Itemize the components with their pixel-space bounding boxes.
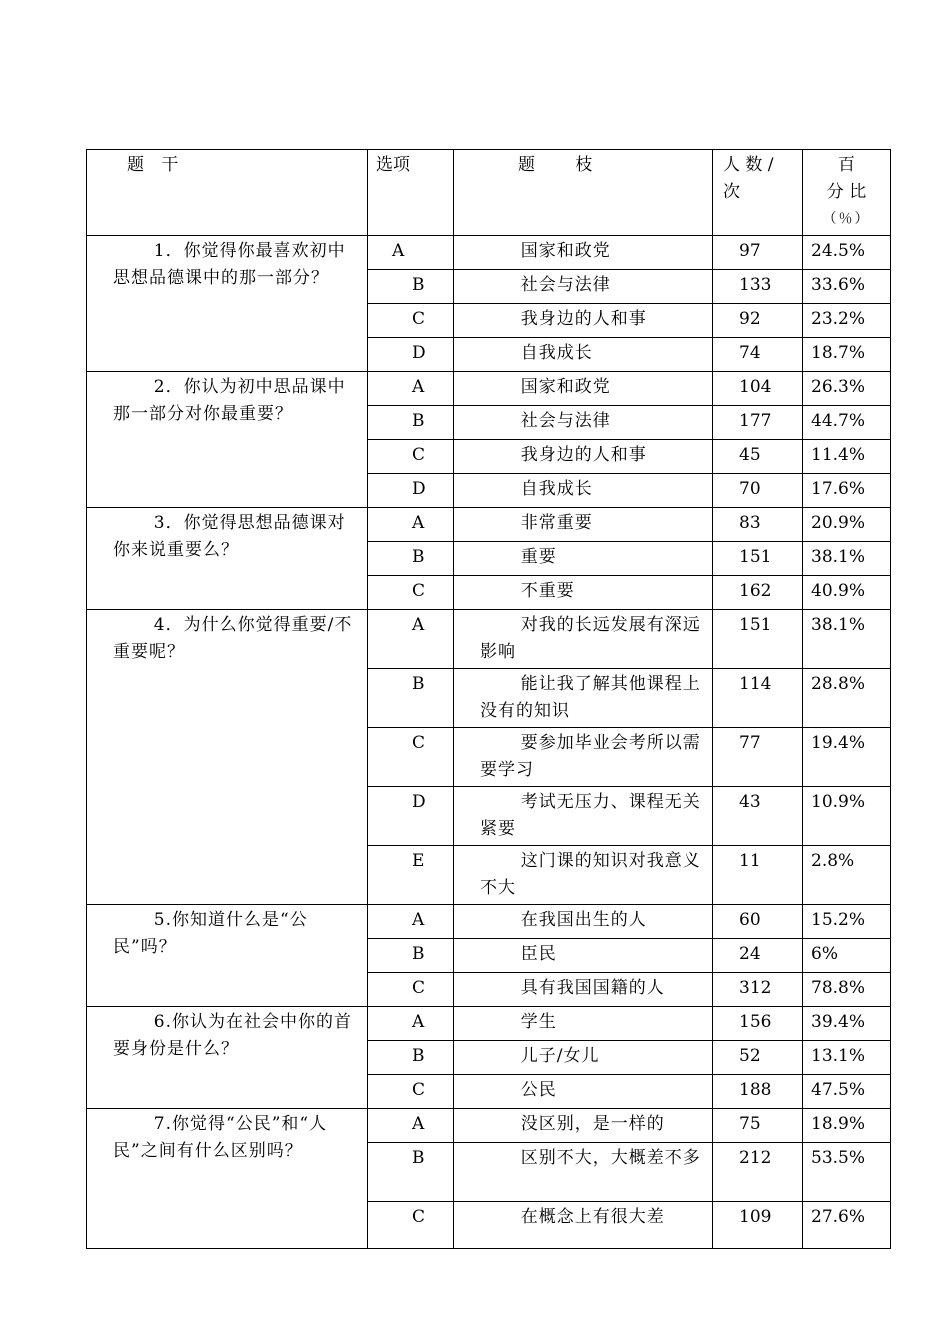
option-percent: 20.9% xyxy=(803,508,891,542)
option-letter: A xyxy=(368,610,454,669)
option-text: 具有我国国籍的人 xyxy=(454,973,713,1007)
option-letter: B xyxy=(368,406,454,440)
option-count: 70 xyxy=(713,474,803,508)
option-percent: 40.9% xyxy=(803,576,891,610)
question-stem: 7.你觉得“公民”和“人民”之间有什么区别吗？ xyxy=(87,1109,368,1249)
survey-table xyxy=(86,149,891,1249)
option-count: 104 xyxy=(713,372,803,406)
option-count: 45 xyxy=(713,440,803,474)
table-row xyxy=(87,610,891,669)
option-text: 在我国出生的人 xyxy=(454,905,713,939)
table-row xyxy=(87,508,891,542)
option-letter: C xyxy=(368,304,454,338)
header-count xyxy=(713,150,803,236)
option-text: 臣民 xyxy=(454,939,713,973)
option-letter: E xyxy=(368,846,454,905)
option-percent: 38.1% xyxy=(803,610,891,669)
option-letter: A xyxy=(368,508,454,542)
option-text: 儿子/女儿 xyxy=(454,1041,713,1075)
option-letter: A xyxy=(368,905,454,939)
option-count: 52 xyxy=(713,1041,803,1075)
option-count: 77 xyxy=(713,728,803,787)
option-count: 151 xyxy=(713,542,803,576)
option-count: 312 xyxy=(713,973,803,1007)
option-percent: 18.7% xyxy=(803,338,891,372)
header-percent-line3: （％） xyxy=(822,211,871,227)
option-percent: 26.3% xyxy=(803,372,891,406)
option-letter: D xyxy=(368,474,454,508)
option-percent: 28.8% xyxy=(803,669,891,728)
option-percent: 15.2% xyxy=(803,905,891,939)
option-text: 考试无压力、课程无关紧要 xyxy=(454,787,713,846)
option-letter: C xyxy=(368,440,454,474)
option-count: 114 xyxy=(713,669,803,728)
option-percent: 19.4% xyxy=(803,728,891,787)
option-letter: C xyxy=(368,1075,454,1109)
option-text: 非常重要 xyxy=(454,508,713,542)
option-count: 75 xyxy=(713,1109,803,1143)
header-count-line1: 人 数 / xyxy=(723,155,774,175)
option-text: 能让我了解其他课程上没有的知识 xyxy=(454,669,713,728)
option-count: 133 xyxy=(713,270,803,304)
option-percent: 18.9% xyxy=(803,1109,891,1143)
option-percent: 2.8% xyxy=(803,846,891,905)
option-text: 这门课的知识对我意义不大 xyxy=(454,846,713,905)
question-stem: 3．你觉得思想品德课对你来说重要么？ xyxy=(87,508,368,610)
option-count: 188 xyxy=(713,1075,803,1109)
option-letter: D xyxy=(368,338,454,372)
header-percent-line2: 分 比 xyxy=(826,182,867,202)
survey-table-body xyxy=(87,150,891,1249)
header-percent-line1: 百 xyxy=(838,155,855,175)
option-text: 自我成长 xyxy=(454,338,713,372)
option-percent: 33.6% xyxy=(803,270,891,304)
option-text: 国家和政党 xyxy=(454,372,713,406)
option-percent: 78.8% xyxy=(803,973,891,1007)
option-count: 11 xyxy=(713,846,803,905)
table-row xyxy=(87,236,891,270)
option-percent: 27.6% xyxy=(803,1202,891,1249)
option-percent: 24.5% xyxy=(803,236,891,270)
option-letter: B xyxy=(368,270,454,304)
option-count: 151 xyxy=(713,610,803,669)
option-percent: 23.2% xyxy=(803,304,891,338)
option-count: 156 xyxy=(713,1007,803,1041)
option-percent: 11.4% xyxy=(803,440,891,474)
option-count: 60 xyxy=(713,905,803,939)
header-text: 题 枝 xyxy=(454,150,713,236)
option-count: 92 xyxy=(713,304,803,338)
option-percent: 38.1% xyxy=(803,542,891,576)
option-letter: A xyxy=(368,236,454,270)
option-percent: 6% xyxy=(803,939,891,973)
table-row xyxy=(87,905,891,939)
option-percent: 53.5% xyxy=(803,1143,891,1202)
question-stem: 4．为什么你觉得重要/不重要呢？ xyxy=(87,610,368,905)
option-count: 162 xyxy=(713,576,803,610)
option-count: 177 xyxy=(713,406,803,440)
option-text: 学生 xyxy=(454,1007,713,1041)
option-letter: C xyxy=(368,576,454,610)
option-letter: B xyxy=(368,669,454,728)
option-letter: B xyxy=(368,1041,454,1075)
option-percent: 47.5% xyxy=(803,1075,891,1109)
option-text: 不重要 xyxy=(454,576,713,610)
option-text: 要参加毕业会考所以需要学习 xyxy=(454,728,713,787)
header-row xyxy=(87,150,891,236)
question-stem: 1．你觉得你最喜欢初中思想品德课中的那一部分？ xyxy=(87,236,368,372)
header-percent xyxy=(803,150,891,236)
option-count: 212 xyxy=(713,1143,803,1202)
option-letter: A xyxy=(368,372,454,406)
option-letter: B xyxy=(368,542,454,576)
question-stem: 5.你知道什么是“公民”吗？ xyxy=(87,905,368,1007)
option-count: 97 xyxy=(713,236,803,270)
option-letter: A xyxy=(368,1007,454,1041)
option-count: 43 xyxy=(713,787,803,846)
option-text: 社会与法律 xyxy=(454,406,713,440)
question-stem: 6.你认为在社会中你的首要身份是什么？ xyxy=(87,1007,368,1109)
option-text: 国家和政党 xyxy=(454,236,713,270)
table-row xyxy=(87,1007,891,1041)
option-text: 重要 xyxy=(454,542,713,576)
option-letter: C xyxy=(368,1202,454,1249)
option-letter: B xyxy=(368,1143,454,1202)
header-count-line2: 次 xyxy=(723,182,740,202)
option-percent: 39.4% xyxy=(803,1007,891,1041)
option-count: 24 xyxy=(713,939,803,973)
header-option: 选项 xyxy=(368,150,454,236)
option-count: 109 xyxy=(713,1202,803,1249)
option-letter: C xyxy=(368,728,454,787)
option-text: 自我成长 xyxy=(454,474,713,508)
option-letter: A xyxy=(368,1109,454,1143)
option-text: 对我的长远发展有深远影响 xyxy=(454,610,713,669)
option-text: 社会与法律 xyxy=(454,270,713,304)
question-stem: 2．你认为初中思品课中那一部分对你最重要？ xyxy=(87,372,368,508)
option-percent: 17.6% xyxy=(803,474,891,508)
option-percent: 44.7% xyxy=(803,406,891,440)
option-text: 没区别，是一样的 xyxy=(454,1109,713,1143)
option-letter: B xyxy=(368,939,454,973)
option-text: 我身边的人和事 xyxy=(454,304,713,338)
option-count: 83 xyxy=(713,508,803,542)
option-letter: D xyxy=(368,787,454,846)
option-text: 在概念上有很大差 xyxy=(454,1202,713,1249)
option-count: 74 xyxy=(713,338,803,372)
table-row xyxy=(87,1109,891,1143)
header-question: 题 干 xyxy=(87,150,368,236)
option-percent: 13.1% xyxy=(803,1041,891,1075)
table-row xyxy=(87,372,891,406)
option-text: 公民 xyxy=(454,1075,713,1109)
option-text: 我身边的人和事 xyxy=(454,440,713,474)
option-text: 区别不大，大概差不多 xyxy=(454,1143,713,1202)
option-letter: C xyxy=(368,973,454,1007)
option-percent: 10.9% xyxy=(803,787,891,846)
